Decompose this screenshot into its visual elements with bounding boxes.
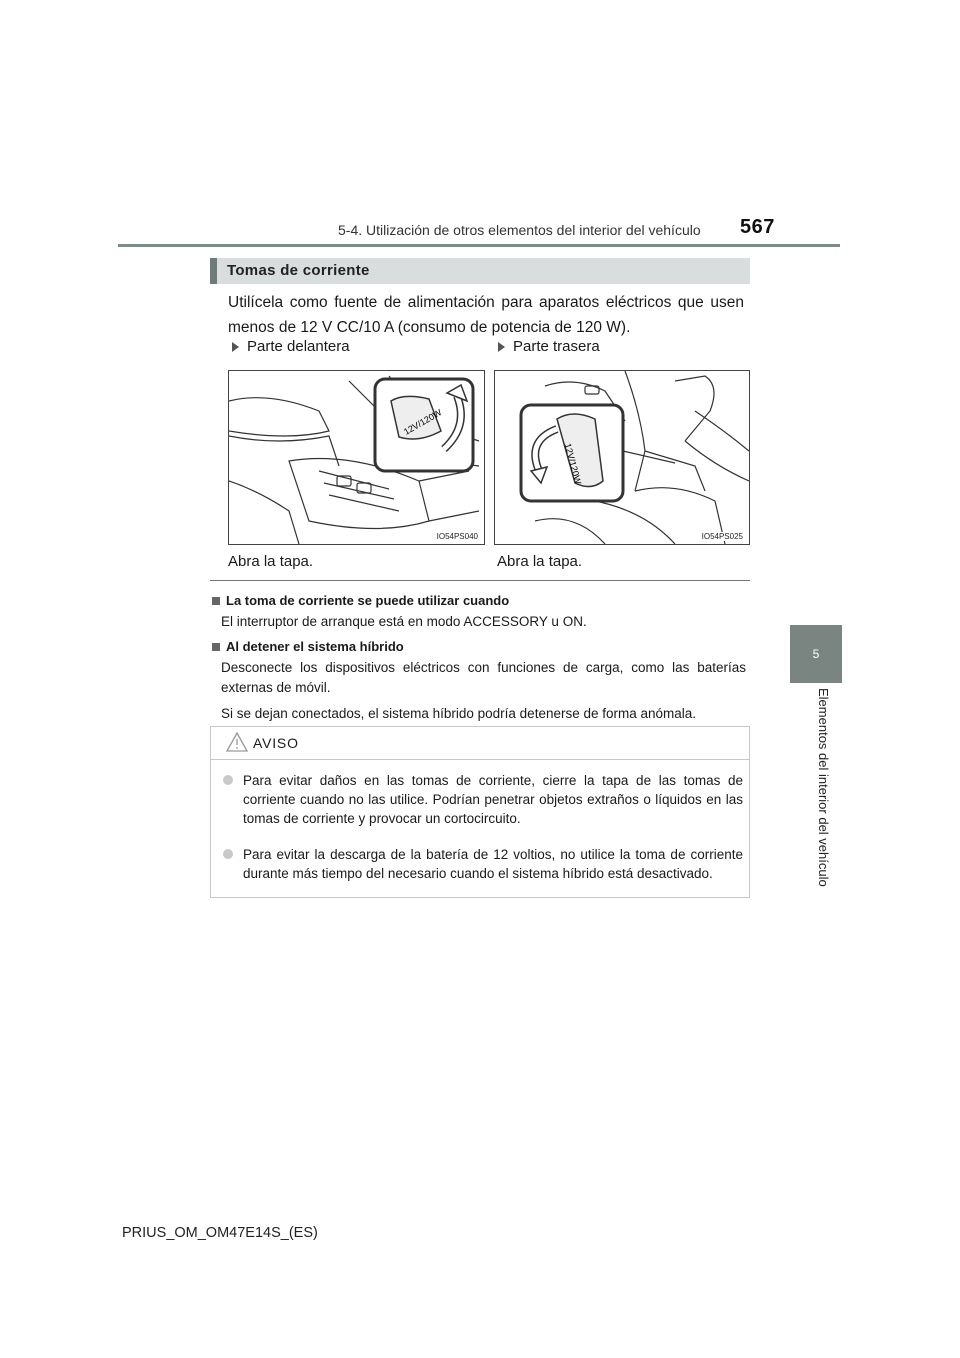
chapter-label: Elementos del interior del vehículo xyxy=(816,688,831,887)
note-paragraph: Desconecte los dispositivos eléctricos con funciones de carga, como las baterías externas de móvil. xyxy=(221,660,746,695)
figure-heading-label: Parte trasera xyxy=(513,338,600,355)
cover-label: 12V/120W xyxy=(402,407,444,437)
section-title: Tomas de corriente xyxy=(227,262,370,279)
rear-console-illustration xyxy=(495,371,749,544)
note-body xyxy=(221,612,746,632)
warning-box xyxy=(210,726,750,898)
triangle-bullet-icon xyxy=(232,342,239,352)
square-bullet-icon xyxy=(212,643,220,651)
front-console-illustration xyxy=(229,371,484,544)
section-intro: Utilícela como fuente de alimentación para aparatos eléctricos que usen menos de 12 V CC/10 A (consumo de potencia de 120 W). xyxy=(228,294,744,336)
note-title: La toma de corriente se puede utilizar cuando xyxy=(212,593,746,608)
page-number: 567 xyxy=(740,216,775,238)
note-paragraph: Si se dejan conectados, el sistema híbrido podría detenerse de forma anómala. xyxy=(221,706,697,721)
warning-triangle-icon xyxy=(225,731,249,753)
chapter-number: 5 xyxy=(812,647,820,661)
warning-header xyxy=(211,727,749,760)
section-title-bar xyxy=(210,258,750,284)
note-body xyxy=(221,658,746,724)
document-footer: PRIUS_OM_OM47E14S_(ES) xyxy=(122,1225,318,1241)
running-header: 5-4. Utilización de otros elementos del interior del vehículo xyxy=(338,222,701,238)
note-title: Al detener el sistema híbrido xyxy=(212,639,746,654)
section-separator xyxy=(210,580,750,581)
figure-rear-console xyxy=(494,370,750,545)
warning-item-text: Para evitar daños en las tomas de corriente, cierre la tapa de las tomas de corriente cuando no las utilice. Podrían penetrar objetos extraños o líquidos en las tomas de corriente y provocar un cortocircuito. xyxy=(243,773,743,826)
square-bullet-icon xyxy=(212,597,220,605)
chapter-tab xyxy=(790,625,842,683)
figure-code: IO54PS025 xyxy=(701,532,743,541)
note-usage xyxy=(212,593,746,638)
bullet-dot-icon xyxy=(223,849,233,859)
figure-caption-rear: Abra la tapa. xyxy=(497,553,583,570)
figure-front-console xyxy=(228,370,485,545)
header-rule xyxy=(118,244,840,247)
note-hybrid-stop xyxy=(212,639,746,730)
warning-label: AVISO xyxy=(253,735,299,751)
figure-code: IO54PS040 xyxy=(436,532,478,541)
cover-label: 12V/120W xyxy=(562,442,584,486)
figure-heading-rear xyxy=(498,338,600,355)
figure-heading-front xyxy=(232,338,350,355)
warning-item-text: Para evitar la descarga de la batería de 12 voltios, no utilice la toma de corriente durante más tiempo del necesario cuando el sistema híbrido está desactivado. xyxy=(243,847,743,881)
warning-item xyxy=(223,845,743,883)
figure-heading-label: Parte delantera xyxy=(247,338,350,355)
triangle-bullet-icon xyxy=(498,342,505,352)
bullet-dot-icon xyxy=(223,775,233,785)
figure-caption-front: Abra la tapa. xyxy=(228,553,314,570)
warning-item xyxy=(223,771,743,828)
note-paragraph: El interruptor de arranque está en modo ACCESSORY u ON. xyxy=(221,614,587,629)
